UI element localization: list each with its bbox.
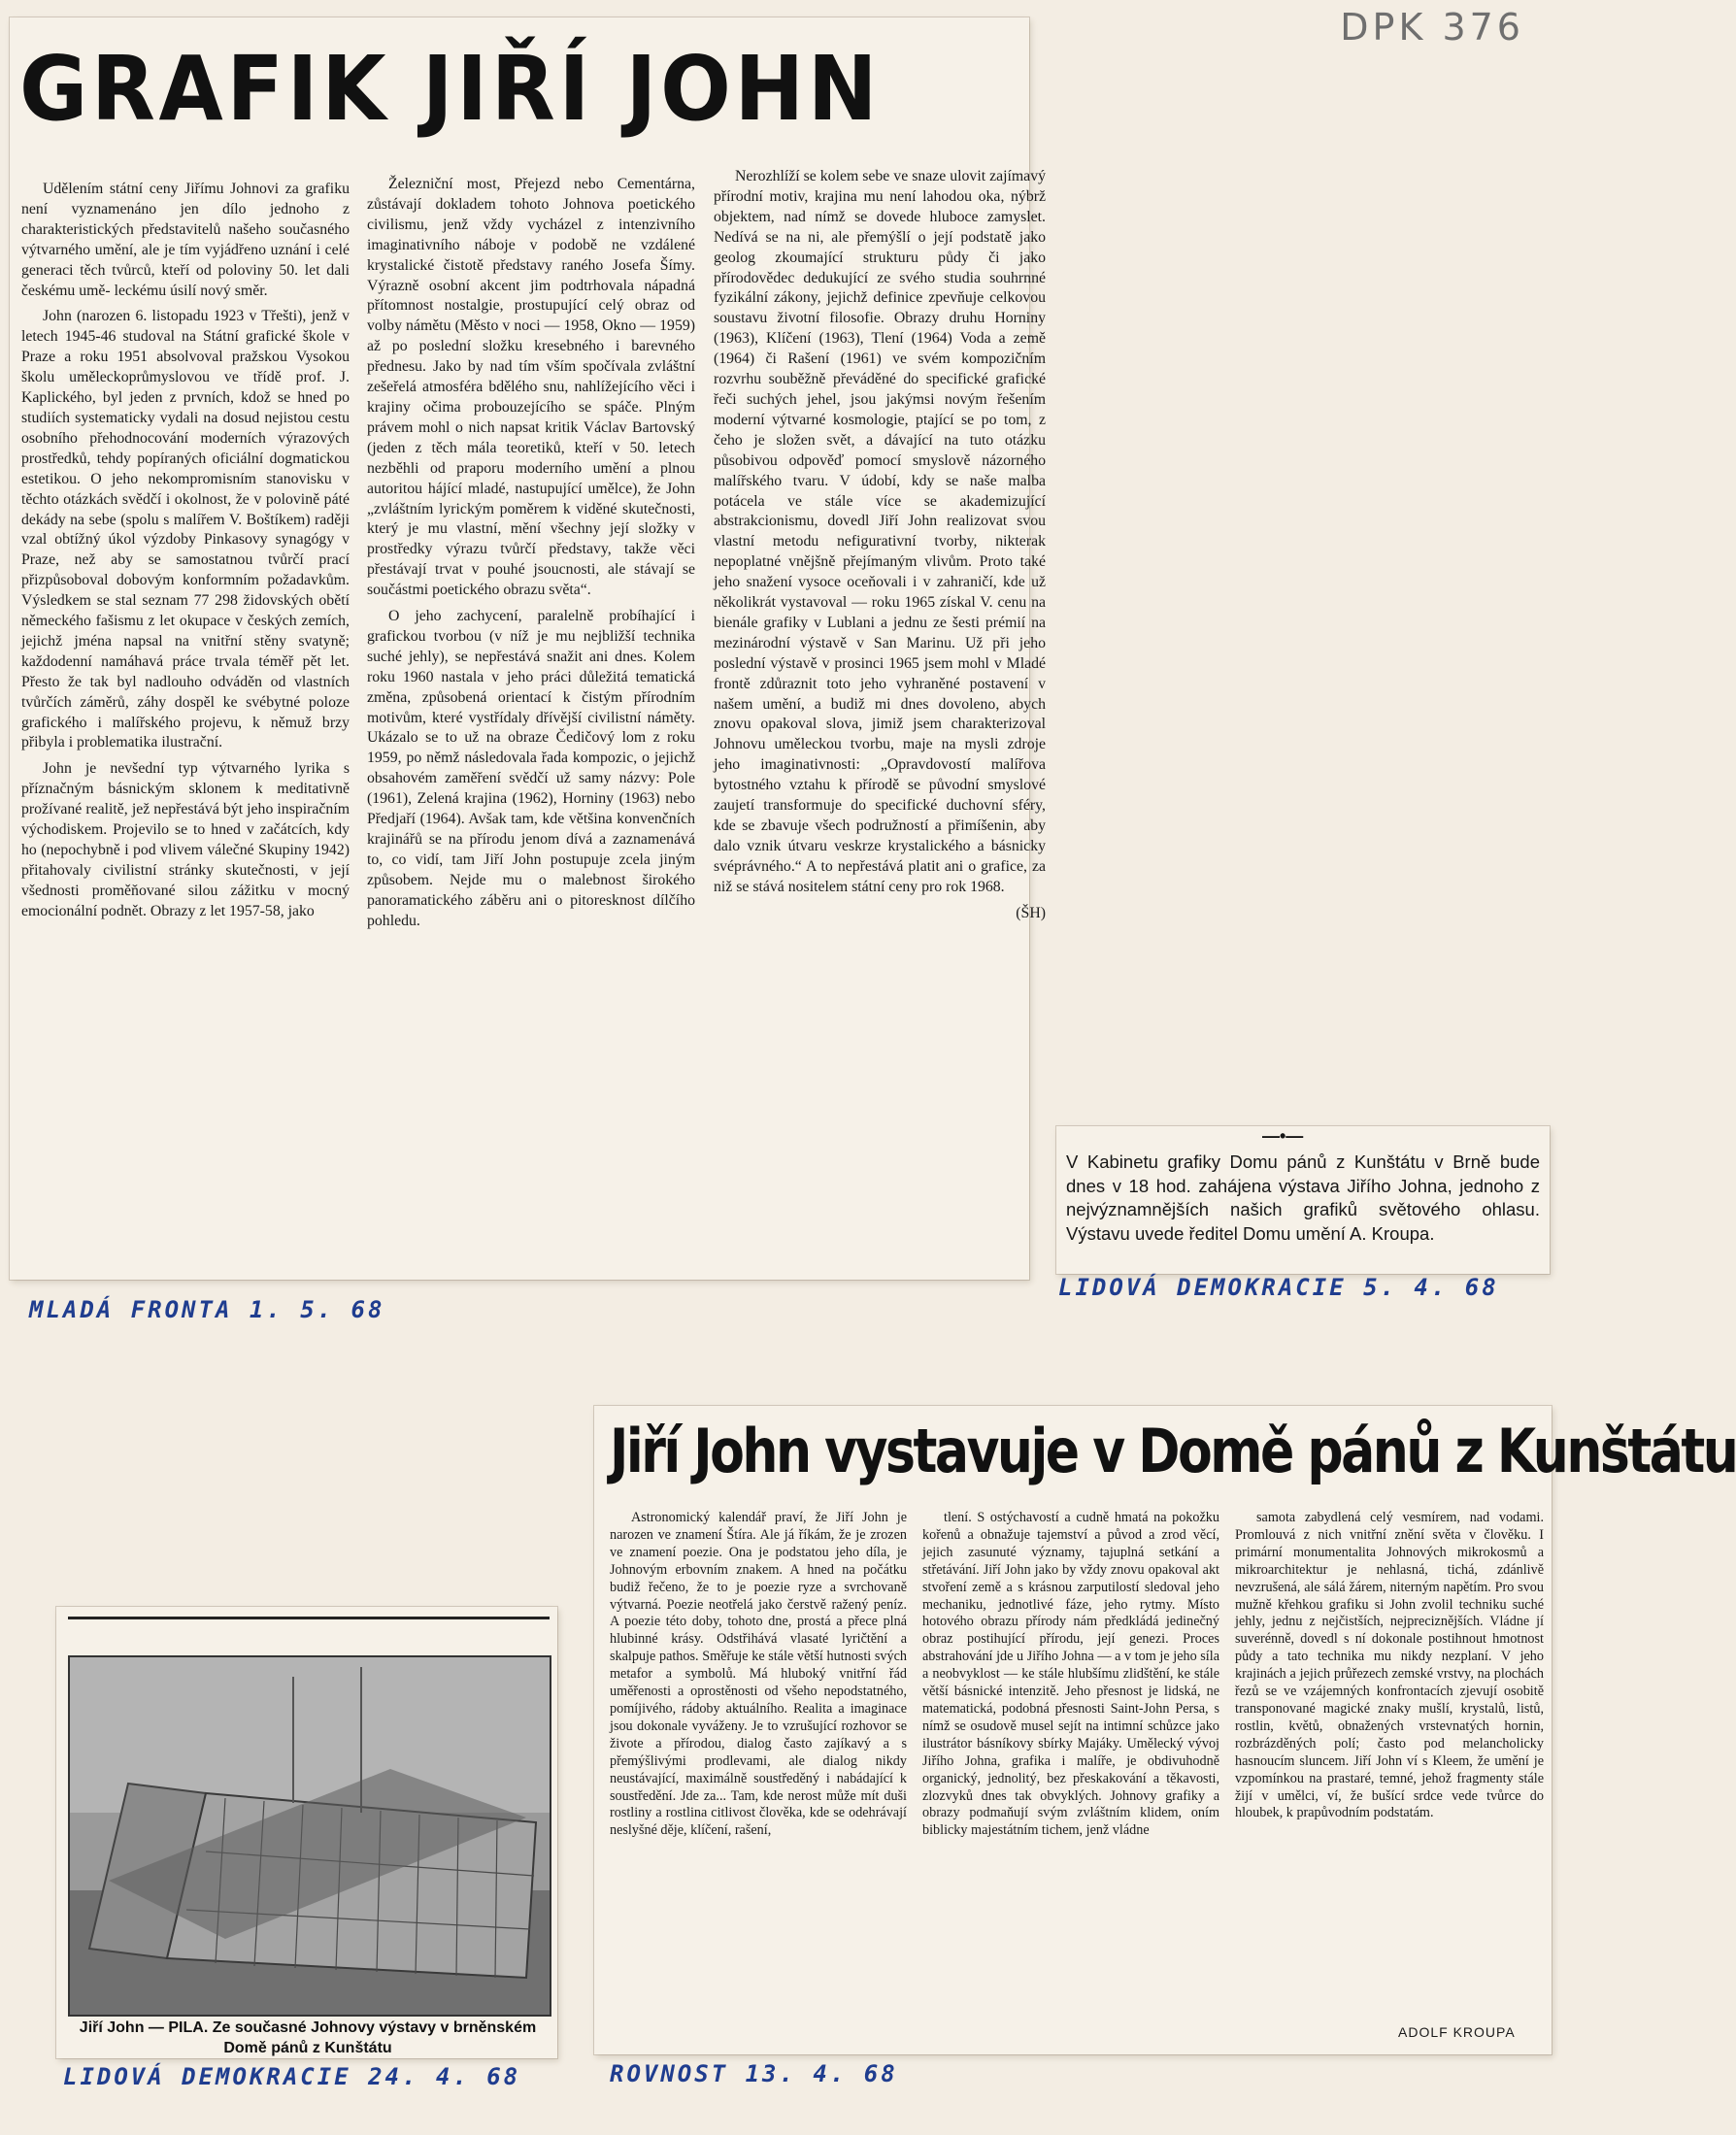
article2-headline: Jiří John vystavuje v Domě pánů z Kunštátu	[610, 1416, 1736, 1486]
source-annotation-lidova-demokracie-2: LIDOVÁ DEMOKRACIE 24. 4. 68	[63, 2063, 521, 2090]
paragraph: O jeho zachycení, paralelně probíhající i grafickou tvorbou (v níž je mu nejbližší technika suché jehly), se nepřestává snažit ani dnes. Kolem roku 1960 nastala v jeho práci důležitá tematická změna, způsobená orientací k čistým přírodním motivům, které vystřídaly dřívější civilistní náměty. Ukázalo se to už na obraze Čedičový lom z roku 1959, po němž následovala řada kompozic, o jejichž obsahovém zaměření svědčí už samy názvy: Pole (1961), Zelená krajina (1962), Horniny (1963) nebo Předjaří (1964). Avšak tam, kde většina konvenčních krajinářů se na přírodu jenom dívá a zaznamenává to, co vidí, tam Jiří John postupuje zcela jiným způsobem. Nejde mu o malebnost širokého panoramatického záběru ani o pitoresknost dílčího pohledu.	[367, 608, 695, 929]
article2-author: ADOLF KROUPA	[1398, 2024, 1516, 2040]
article-column-3	[714, 167, 1046, 1250]
article-column-1	[21, 180, 350, 1257]
paragraph: Železniční most, Přejezd nebo Cementárna, zůstávají dokladem tohoto Johnova poetického civilismu, jenž vždy vycházel z intenzivního imaginativního náboje v podobě ne vzdálené krystalické čistotě představy raného Josefa Šímy. Výrazně osobní akcent jim podtrhovala nápadná přítomnost nostalgie, prostupující celý obraz od volby námětu (Město v noci — 1958, Okno — 1959) až po poslední složku kresebného i barevného přednesu. Jako by nad tím vším spočívala zvláštní zešeřelá atmosféra bdělého snu, nahlížejícího věci i krajiny očima probouzejícího se spáče. Plným právem mohl o nich napsat kritik Václav Bartovský (jeden z těch mála teoretiků, kteří v 50. letech nezběhli od praporu moderního umění a plnou autoritou hájící mladé, nastupující umělce), že John „zvláštním lyrickým poměrem k viděné skutečnosti, který je mu vlastní, mění všechny její složky v prostředky výrazu tvůrčí představy, takže věci přestávají trvat v pouhé jsoucnosti, ale stávají se součástmi poetického obrazu světa“.	[367, 176, 695, 599]
paragraph: samota zabydlená celý vesmírem, nad vodami. Promlouvá z nich vnitřní znění světa v člověku. I primární monumentalita Johnových mikrokosmů a mikroarchitektur je nehlasná, tichá, zdánlivě nevzrušená, ale sálá žárem, niterným napětím. Pro svou mužně křehkou grafiku si John zvolil techniku suché jehly, jednu z nejčistších, nejpreciznějších. Vládne jí suverénně, dovedl s ní dokonale postihnout hmotnost půdy a tato technika mu nikdy nezplaní. V jeho krajinách a jejich průřezech zemské vrstvy, na plochách řezů se ve vzájemných konfrontacích zjevují osobitě transponované magické znaky mušlí, krystalů, listů, rostlin, květů, obnažených vrstevnatých hornin, rozbrázděných polí; často pod melancholicky hasnoucím sluncem. Jiří John ví s Kleem, že umění je vzpomínkou na prastaré, temné, jehož fragmenty stále žijí v umělci, ví, že bušící srdce vede tvůrce do hloubek, k prapůvodním podstatám.	[1235, 1510, 1544, 1821]
paragraph: Udělením státní ceny Jiřímu Johnovi za grafiku není vyznamenáno jen dílo jednoho z charakteristických představitelů našeho současného výtvarného umění, ale je tím vyjádřeno uznání i celé generaci těch tvůrců, kteří od poloviny 50. let dali českému umě- leckému úsilí nový směr.	[21, 181, 350, 299]
article-headline: GRAFIK JIŘÍ JOHN	[19, 37, 882, 141]
pila-artwork-illustration	[70, 1657, 550, 2015]
article2-column-1	[610, 1510, 907, 2049]
article-column-2	[367, 175, 695, 1257]
notice-text: V Kabinetu grafiky Domu pánů z Kunštátu v Brně bude dnes v 18 hod. zahájena výstava Jiřího Johna, jednoho z nejvýznamnějších našich grafiků světového ohlasu. Výstavu uvede ředitel Domu umění A. Kroupa.	[1066, 1151, 1540, 1244]
source-annotation-mlada-fronta: MLADÁ FRONTA 1. 5. 68	[29, 1296, 385, 1323]
archive-reference: DPK 376	[1340, 6, 1524, 49]
paragraph: tlení. S ostýchavostí a cudně hmatá na pokožku kořenů a obnažuje tajemství a původ a zrod věcí, jejich zasunuté významy, tajuplná setkání a střetávání. Jiří John jako by vždy znovu opakoval akt stvoření země a s krásnou zarputilostí sledoval jeho mechaniku, jednotlivé fáze, jeho rytmy. Místo hotového obrazu přírody nám předkládá jedinečný obraz postihující přírodu, její genezi. Proces abstrahování jde u Jiřího Johna — a v tom je jeho síla a neobvyklost — ke stále hlubšímu zlidštění, ke stále větší básnické intenzitě. Jeho přesnost je lidská, ne matematická, podobná přesnosti Saint-John Persa, s nímž se osudově musel sejít na intimní schůzce jako ilustrátor básníkovy sbírky Majáky. Umělecký vývoj Jiřího Johna, grafika i malíře, je obdivuhodně organický, jednolitý, bez přeskakování a těkavosti, zlozvyků dnes tak obvyklých. Johnovy grafiky a obrazy podmaňují svým zvláštním klidem, oním biblicky majestátním tichem, jenž vládne	[922, 1510, 1219, 1839]
pila-artwork-photo	[68, 1655, 551, 2017]
notice-ornament: —•—	[1262, 1126, 1304, 1146]
paragraph: Nerozhlíží se kolem sebe ve snaze ulovit zajímavý přírodní motiv, krajina mu není lahodou oka, nýbrž objektem, nad nímž se dovede hluboce zamyslet. Nedívá se na ni, ale přemýšlí o její podstatě jako geolog zkoumající strukturu půdy či jako přírodovědec dedukující ze svého studia souhrnné fyzikální zákony, jejichž definice zpevňuje celkovou soustavu životní filosofie. Obrazy druhu Horniny (1963), Klíčení (1963), Tlení (1964) Voda a země (1964) či Rašení (1961) ve svém kompozičním rozvrhu souběžně převáděné do specifické grafické řeči suchých jehel, jsou jakýmsi novým řešením moderní výtvarné kosmologie, ptající se po tom, z čeho je složen svět, a dávající na tuto otázku působivou odpověď pomocí smyslově názorného malířského tvaru. V údobí, kdy se naše malba potácela ve stále více se akademizující abstrakcionismu, dovedl Jiří John realizovat svou vlastní metodu nefigurativní tvorby, nikterak nepoplatné vnějšně přejímaným vlivům. Proto také jeho snažení vysoce oceňovali i v zahraničí, kde už několikrát vystavoval — roku 1965 získal V. cenu na bienále grafiky v Lublani a jednu ze šesti prémií na mezinárodní výstavě v San Marinu. Už při jeho poslední výstavě v prosinci 1965 jsem mohl v Mladé frontě zdůraznit toto jeho vyhraněné postavení v našem umění, a budiž mi dnes dovoleno, abych znovu opakoval slova, jimiž jsem charakterizoval Johnovu uměleckou tvorbu, maje na mysli zdroje jeho imaginativnosti: „Opravdovostí malířova bytostného vztahu k přírodě se původní smyslové zaujetí transformuje do specifické duchovní sféry, kde se zbavuje všech podružností a přimíšenin, aby dalo vznik útvaru veskrze krystalického a básnicky svéprávného.“ A to nepřestává platit ani o grafice, za niž se stává nositelem státní ceny pro rok 1968.	[714, 168, 1046, 895]
photo-top-rule	[68, 1617, 550, 1619]
article2-column-2	[922, 1510, 1219, 2049]
byline: (ŠH)	[1016, 904, 1046, 921]
photo-caption: Jiří John — PILA. Ze současné Johnovy výstavy v brněnském Domě pánů z Kunštátu	[79, 2019, 537, 2056]
paragraph: Astronomický kalendář praví, že Jiří John je narozen ve znamení Štíra. Ale já říkám, že je zrozen ve znamení poezie. Ona je podstatou jeho díla, je Johnovým erbovním znakem. A hned na počátku budiž řečeno, že to je poezie ryze a svrchovaně výtvarná. Poezie neotřelá jako čerstvě ražený peníz. A poezie této doby, tohoto dne, prostá a přece plná hlubinné krásy. Odstřihává vlasaté lyričtění a skalpuje pathos. Směřuje ke stále větší hutnosti svých metafor a symbolů. Má hluboký vnitřní řád uměřenosti a oprostěnosti od všeho nepodstatného, pomíjivého, rádoby aktuálního. Realita a imaginace jsou dokonale vyváženy. Je to vzrušující rozhovor se živote a přírodou, dialog často zajíkavý a s přemýšlivými prodlevami, ale dialog nikdy neustávající, maximálně soustředěný i nabádající k soustředění. Jde za... Tam, kde nerost může mít duši rostliny a rostlina citlivost člověka, kde se odehrávají neslyšné děje, klíčení, rašení,	[610, 1510, 907, 1839]
paragraph: John (narozen 6. listopadu 1923 v Třešti), jenž v letech 1945-46 studoval na Státní grafické škole v Praze a roku 1951 absolvoval pražskou Vysokou školu uměleckoprůmyslovou ve třídě prof. J. Kaplického, byl jeden z prvních, kdož se hned po studiích systematicky vydali na dosud nejistou cestu osobního přehodnocování moderních výrazových prostředků, tehdy popíraných oficiální dogmatickou estetikou. O jeho nekompromisním stanovisku v těchto otázkách svědčí i okolnost, že v polovině páté dekády na sebe (spolu s malířem V. Boštíkem) raději vzal obtížný úkol výzdoby Pinkasovy synagógy v Praze, než aby se samostatnou tvůrčí prací přizpůsoboval dobovým konformním požadavkům. Výsledkem se stal seznam 77 298 židovských obětí německého fašismu z let okupace v českých zemích, jejichž jména napsal na vnitřní stěny svatyně; každodenní namáhavá práce trvala téměř pět let. Přesto že tak byl nadlouho odváděn od vlastních tvůrčích záměrů, záhy dospěl ke svébytné poloze grafického i malířského projevu, k němuž brzy přibyla i problematika ilustrační.	[21, 308, 350, 751]
article2-column-3	[1235, 1510, 1544, 2015]
paragraph: John je nevšední typ výtvarného lyrika s příznačným básnickým sklonem k meditativně prožívané realitě, jež nepřestává být jeho inspiračním východiskem. Projevilo se to hned v začátcích, kdy ho (nepochybně i pod vlivem válečné Skupiny 1942) přitahovaly civilistní stránky skutečnosti, v její všednosti proměňované silou zážitku v mocný emocionální podnět. Obrazy z let 1957-58, jako	[21, 760, 350, 919]
source-annotation-rovnost: ROVNOST 13. 4. 68	[610, 2060, 898, 2087]
source-annotation-lidova-demokracie: LIDOVÁ DEMOKRACIE 5. 4. 68	[1058, 1274, 1499, 1301]
